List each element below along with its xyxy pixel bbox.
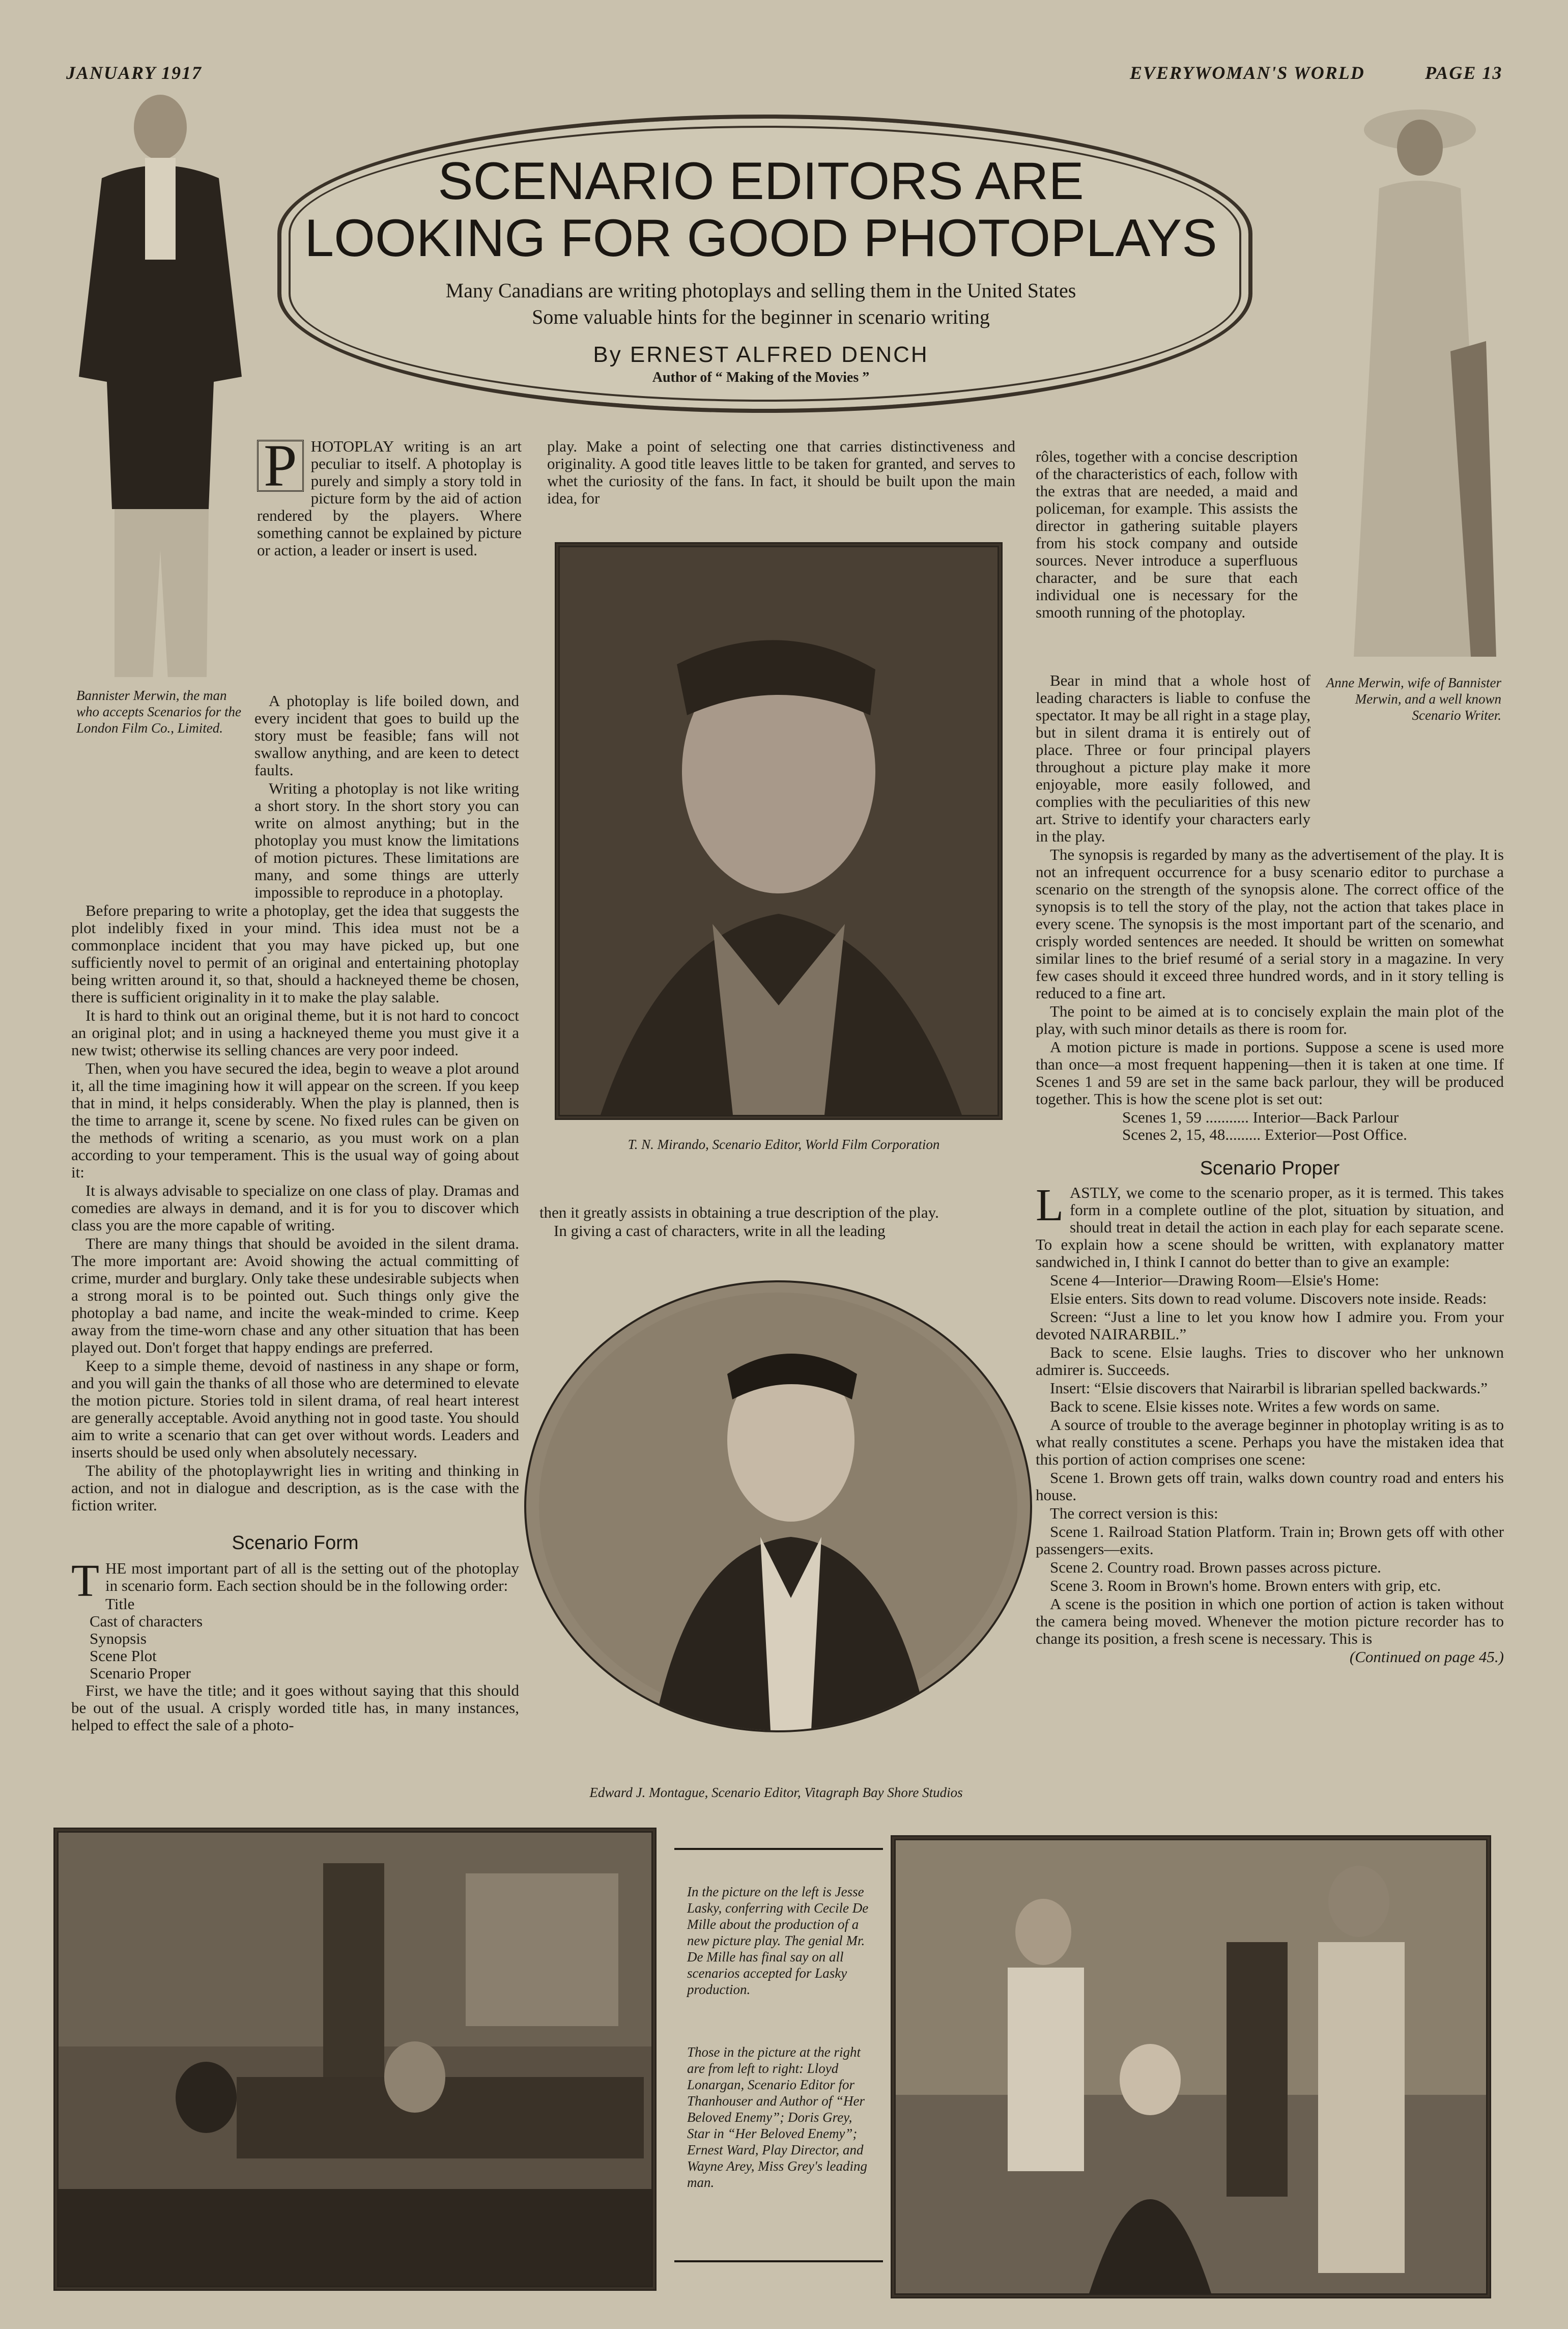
scene-plot-line: Scenes 2, 15, 48......... Exterior—Post Office. — [1122, 1126, 1407, 1143]
paragraph: Then, when you have secured the idea, begin to weave a plot around it, all the time imagining how it will appear on the screen. If you keep that in mind, it helps considerably. When the play is planned, then is the time to arrange it, scene by scene. No fixed rules can be given on the methods of writing a scenario, as you must work on a plan according to your temperament. This is the usual way of going about it: — [71, 1059, 519, 1181]
example-line: Screen: “Just a line to let you know how I admire you. From your devoted NAIRARBIL.” — [1036, 1308, 1504, 1343]
list-item: Synopsis — [90, 1630, 147, 1647]
list-item: Scenario Proper — [90, 1664, 191, 1682]
paragraph: A motion picture is made in portions. Suppose a scene is used more than once—a most frequent happening—then it is taken at one time. If Scenes 1 and 59 are set in the same back parlour, they will be produced together. This is how the scene plot is set out: — [1036, 1038, 1504, 1108]
paragraph: A source of trouble to the average beginner in photoplay writing is as to what really constitutes a scene. Perhaps you have the mistaken idea that this portion of action comprises one scene: — [1036, 1416, 1504, 1468]
caption-bottom-right: Those in the picture at the right are from left to right: Lloyd Lonargan, Scenario Editor for Thanhouser and Author of “Her Beloved Enemy”; Doris Grey, Star in “Her Beloved Enemy”; Ernest Ward, Play Director, and Wayne Arey, Miss Grey's leading man. — [687, 2044, 867, 2190]
issue-date: JANUARY 1917 — [66, 63, 203, 83]
caption-left-top: Bannister Merwin, the man who accepts Scenarios for the London Film Co., Limited. — [76, 688, 241, 736]
article-subtitle: Many Canadians are writing photoplays and selling them in the United States Some valuable hints for the beginner in scenario writing — [445, 279, 1076, 328]
page-number: PAGE 13 — [1425, 63, 1503, 83]
paragraph: then it greatly assists in obtaining a true description of the play. — [539, 1203, 939, 1221]
example-line: Back to scene. Elsie kisses note. Writes a few words on same. — [1050, 1397, 1440, 1415]
paragraph: The point to be aimed at is to concisely explain the main plot of the play, with such minor details as there is room for. — [1036, 1002, 1504, 1037]
scenario-sections-list — [71, 1595, 519, 1682]
example-line: Back to scene. Elsie laughs. Tries to discover who her unknown admirer is. Succeeds. — [1036, 1343, 1504, 1379]
list-item: Scene Plot — [90, 1647, 157, 1665]
list-item: Title — [105, 1595, 135, 1613]
paragraph: A scene is the position in which one portion of action is taken without the camera being moved. Whenever the motion picture recorder has to change its position, a fresh scene is necessary. This is — [1036, 1595, 1504, 1647]
scene-plot-line: Scenes 1, 59 ........... Interior—Back Parlour — [1122, 1108, 1399, 1126]
paragraph: Keep to a simple theme, devoid of nastiness in any shape or form, and you will gain the thanks of all those who are determined to elevate the motion picture. Stories told in silent drama, of real heart interest are generally acceptable. Avoid anything not in good taste. You should aim to write a scenario that can get over without words. Leaders and inserts should be used only when absolutely necessary. — [71, 1357, 519, 1461]
paragraph: The synopsis is regarded by many as the advertisement of the play. It is not an infrequent occurrence for a busy scenario editor to purchase a scenario on the strength of the synopsis alone. The correct office of the synopsis is to tell the story of the play, not the action that takes place in every scene. The synopsis is the most important part of the scenario, and crisply worded sentences are needed. It should be written on somewhat similar lines to the brief resumé of a serial story in a magazine. In very few cases should it exceed three hundred words, and in it story telling is reduced to a fine art. — [1036, 846, 1504, 1002]
example-line: Scene 1. Railroad Station Platform. Train in; Brown gets off with other passengers—exits. — [1036, 1523, 1504, 1558]
example-line: Scene 1. Brown gets off train, walks down country road and enters his house. — [1036, 1469, 1504, 1504]
drop-cap-l: L — [1036, 1180, 1064, 1230]
paragraph: The ability of the photoplaywright lies in writing and thinking in action, and not in dialogue and description, as is the case with the fiction writer. — [71, 1462, 519, 1514]
photo-anne-merwin — [1333, 97, 1506, 672]
column-3-top — [1036, 448, 1298, 622]
article-title: SCENARIO EDITORS ARE LOOKING FOR GOOD PHOTOPLAYS — [304, 152, 1217, 268]
caption-right-top: Anne Merwin, wife of Bannister Merwin, and a well known Scenario Writer. — [1326, 675, 1501, 723]
example-line: The correct version is this: — [1050, 1504, 1218, 1522]
example-line: Scene 3. Room in Brown's home. Brown enters with grip, etc. — [1050, 1577, 1441, 1594]
author-credit: Author of “ Making of the Movies ” — [652, 370, 870, 385]
caption-bottom-left: In the picture on the left is Jesse Lasky, conferring with Cecile De Mille about the production of a new picture play. The genial Mr. De Mille has final say on all scenarios accepted for Lasky production. — [687, 1884, 869, 1997]
section-heading-scenario-proper: Scenario Proper — [1200, 1158, 1340, 1179]
column-3-body — [1036, 672, 1504, 1666]
photo-bannister-merwin — [61, 92, 254, 677]
list-item: Cast of characters — [90, 1612, 203, 1630]
column-2-top — [547, 438, 1015, 508]
paragraph: rôles, together with a concise description of the characteristics of each, follow with the extras that are needed, a maid and policeman, for example. This assists the director in gathering suitable players from his stock company and outside sources. Never introduce a superfluous character, and be sure that each individual one is necessary for the smooth running of the photoplay. — [1036, 447, 1298, 621]
column-2-mid — [539, 1204, 1013, 1241]
paragraph: Writing a photoplay is not like writing a short story. In the short story you can write on almost anything; but in the photoplay you must know the limitations of motion pictures. These limitations are many, and some things are utterly impossible to reproduce in a photoplay. — [254, 779, 519, 901]
continued-note: (Continued on page 45.) — [1349, 1648, 1504, 1666]
example-line: Elsie enters. Sits down to read volume. Discovers note inside. Reads: — [1050, 1289, 1487, 1307]
paragraph: First, we have the title; and it goes without saying that this should be out of the usual. A crisply worded title has, in many instances, helped to effect the sale of a photo- — [71, 1681, 519, 1734]
divider-bottom — [674, 2260, 883, 2262]
paragraph: Bear in mind that a whole host of leading characters is liable to confuse the spectator. It may be all right in a stage play, but in silent drama it is entirely out of place. Three or four principal players throughout a picture play make it more enjoyable, more easily followed, and complies with the peculiarities of this new art. Strive to identify your characters early in the play. — [1036, 671, 1310, 845]
paragraph: A photoplay is life boiled down, and every incident that goes to build up the story must be feasible; fans will not swallow anything, and are keen to detect faults. — [254, 692, 519, 779]
paragraph: ASTLY, we come to the scenario proper, as it is termed. This takes form in a complete outline of the plot, situation by situation, and should treat in detail the action in each play for each separate scene. To explain how a scene should be written, with explanatory matter sandwiched in, I think I cannot do better than to give an example: — [1036, 1184, 1504, 1271]
photo-edward-montague-oval — [524, 1280, 1032, 1732]
paragraph: It is always advisable to specialize on one class of play. Dramas and comedies are always in demand, and it is for you to discover which class you are the more capable of writing. — [71, 1182, 519, 1234]
paragraph: There are many things that should be avoided in the silent drama. The more important are: Avoid showing the actual committing of crime, murder and burglary. Only take these undesirable subjects when a strong moral is to be pointed out. Such things only give the photoplay a bad name, and incite the weak-minded to crime. Keep away from the time-worn chase and any other situation that has been played out. Don't forget that happy endings are preferred. — [71, 1234, 519, 1356]
magazine-name: EVERYWOMAN'S WORLD — [1130, 63, 1365, 83]
paragraph: In giving a cast of characters, write in all the leading — [554, 1222, 886, 1240]
photo-tn-mirando — [555, 542, 1003, 1120]
photo-thanhouser-group — [891, 1835, 1491, 2298]
drop-cap-p: P — [257, 440, 304, 492]
paragraph: Before preparing to write a photoplay, get the idea that suggests the plot indelibly fixed in your mind. This idea must not be a commonplace incident that you may have picked up, but one sufficiently novel to permit of an original and entertaining photoplay being written around it, so that, should a hackneyed theme be chosen, there is sufficient originality in it to make the play salable. — [71, 902, 519, 1006]
paragraph: It is hard to think out an original theme, but it is not hard to concoct an original plot; and in using a hackneyed theme you must give it a new twist; otherwise its selling chances are very poor indeed. — [71, 1006, 519, 1059]
byline: By ERNEST ALFRED DENCH — [593, 342, 929, 367]
example-line: Insert: “Elsie discovers that Nairarbil is librarian spelled backwards.” — [1050, 1379, 1488, 1397]
column-1-intro — [257, 432, 522, 560]
photo-lasky-demille — [53, 1828, 657, 2291]
caption-montague: Edward J. Montague, Scenario Editor, Vitagraph Bay Shore Studios — [589, 1785, 963, 1800]
divider-top — [674, 1848, 883, 1850]
drop-cap-t: T — [71, 1556, 99, 1606]
paragraph: play. Make a point of selecting one that carries distinctiveness and originality. A good title leaves little to be taken for granted, and serves to whet the curiosity of the fans. In fact, it should be built upon the main idea, for — [547, 437, 1015, 507]
paragraph: HOTOPLAY writing is an art peculiar to itself. A photoplay is purely and simply a story told in picture form by the aid of action rendered by the players. Where something cannot be explained by picture or action, a leader or insert is used. — [257, 437, 522, 559]
example-line: Scene 2. Country road. Brown passes across picture. — [1050, 1558, 1381, 1576]
example-line: Scene 4—Interior—Drawing Room—Elsie's Home: — [1050, 1271, 1379, 1289]
column-1-body — [71, 692, 519, 1735]
paragraph: HE most important part of all is the setting out of the photoplay in scenario form. Each section should be in the following order: — [105, 1559, 519, 1594]
section-heading-scenario-form: Scenario Form — [232, 1532, 359, 1554]
caption-mirando: T. N. Mirando, Scenario Editor, World Film Corporation — [628, 1137, 940, 1152]
